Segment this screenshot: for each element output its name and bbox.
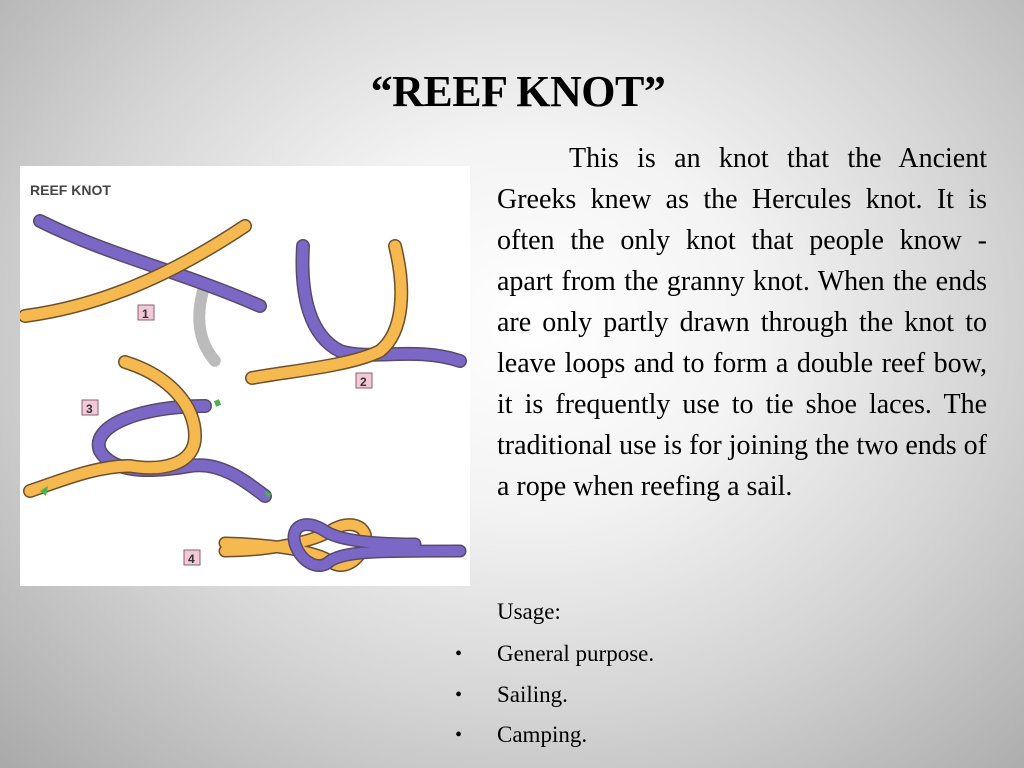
bullet-icon: •	[455, 683, 463, 706]
step-4-label: 4	[188, 552, 195, 566]
knot-description	[497, 138, 987, 507]
knot-description-text: This is an knot that the Ancient Greeks knew as the Hercules knot. It is often the only knot that people know - apart from the granny knot. When the ends are only partly drawn through the knot to leave loops and to form a double reef bow, it is frequently use to tie shoe laces. The traditional use is for joining the two ends of a rope when reefing a sail.	[497, 143, 987, 502]
usage-item-text: Sailing.	[497, 681, 568, 707]
illustration-heading: REEF KNOT	[30, 182, 111, 198]
usage-item	[455, 680, 654, 721]
step-1-diagram	[25, 221, 260, 361]
step-3-diagram	[30, 362, 272, 498]
step-2-diagram	[252, 246, 460, 389]
usage-item-text: General purpose.	[497, 641, 655, 666]
step-2-label: 2	[360, 375, 367, 389]
usage-item	[455, 720, 654, 761]
knot-steps-diagram	[20, 166, 470, 586]
slide-title: “REEF KNOT”	[370, 67, 666, 116]
usage-label: Usage:	[497, 599, 561, 624]
bullet-icon: •	[455, 643, 463, 665]
usage-item	[455, 639, 654, 680]
bullet-icon: •	[455, 724, 463, 746]
green-arrow-icon	[215, 402, 220, 404]
reef-knot-illustration	[20, 166, 470, 586]
usage-list	[455, 639, 654, 761]
usage-item-text: Camping.	[497, 722, 588, 747]
step-3-label: 3	[86, 402, 93, 416]
step-1-label: 1	[142, 307, 149, 321]
step-4-diagram	[184, 525, 460, 566]
